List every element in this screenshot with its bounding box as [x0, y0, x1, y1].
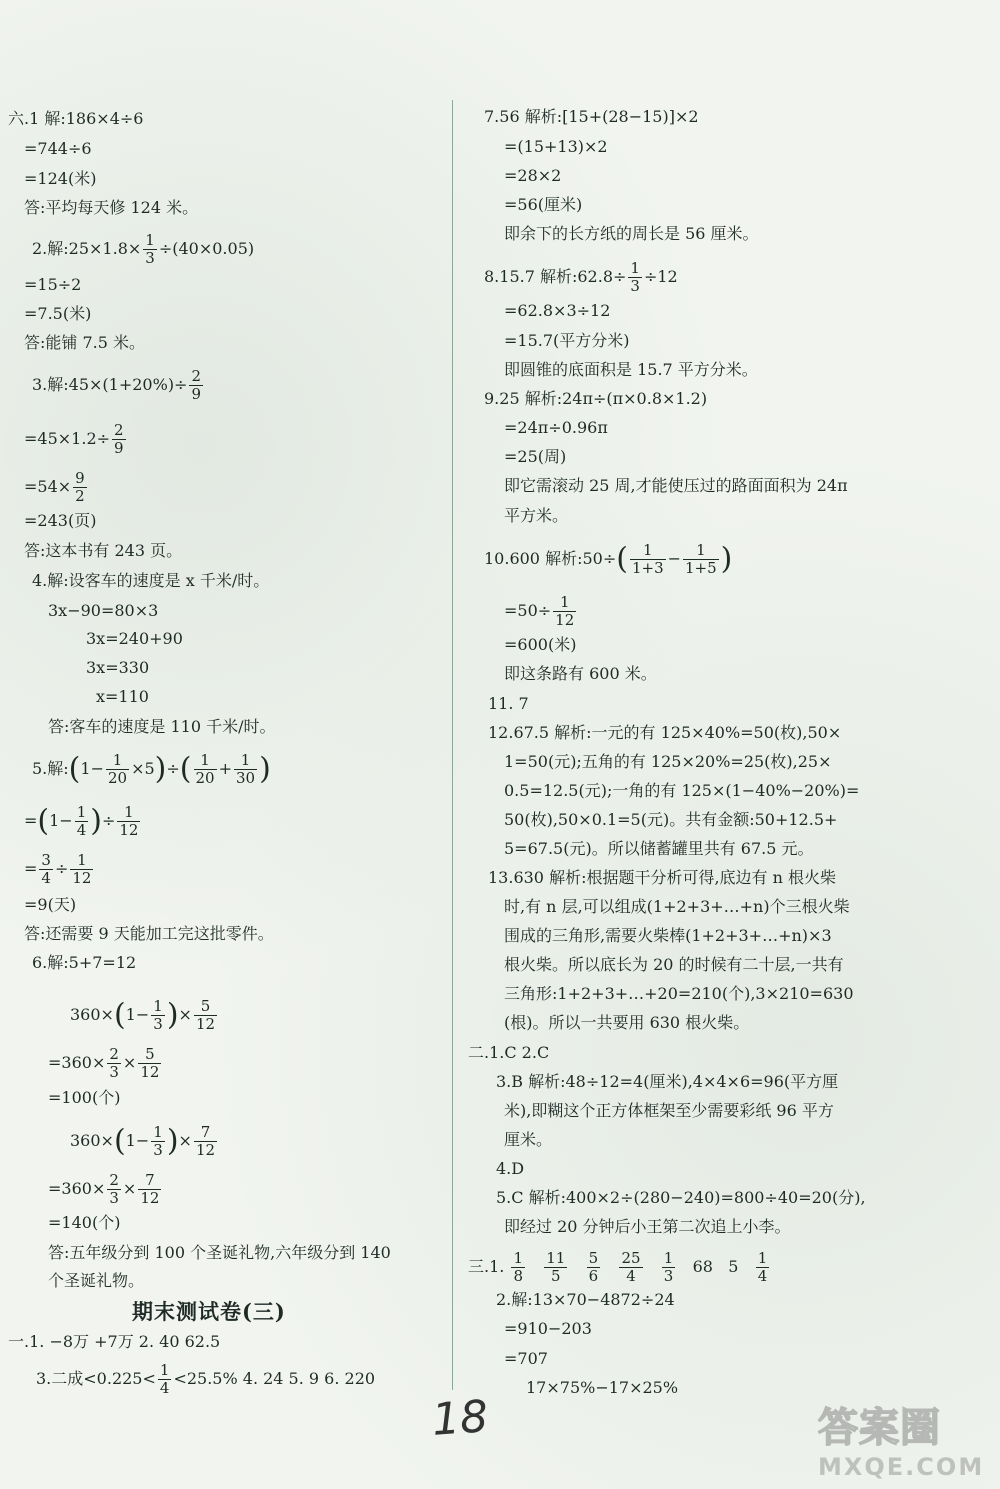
fraction: $\frac{1}{20}$: [107, 751, 128, 787]
fraction: $\frac{1}{20}$: [195, 751, 215, 787]
answer-1-3: 3.二成<0.225< $\frac{1}{4}$ <25.5% 4. 24 5. 9 6. 220: [36, 1361, 376, 1397]
fraction: $\frac{1}{12}$: [119, 803, 139, 839]
step: =140(个): [48, 1213, 121, 1232]
step: =124(米): [24, 169, 97, 188]
step: =9(天): [24, 895, 77, 914]
answer-6-3: [32, 368, 205, 403]
answer-text: 平方米。: [504, 506, 569, 525]
answer-text: 即这条路有 600 米。: [504, 664, 657, 683]
fraction: $\frac{5}{12}$: [195, 997, 216, 1033]
answer-6-6: 6.解:5+7=12: [32, 953, 137, 972]
answer-text: 根火柴。所以底长为 20 的时候有二十层,一共有: [504, 955, 844, 974]
fraction: $\frac{2}{9}$: [191, 367, 202, 403]
step: =100(个): [48, 1088, 121, 1107]
answer-6-5: 5.解:(1− $\frac{1}{20}$ ×5)÷( $\frac{1}{20}$ + $\frac{1}{30}$ ): [32, 751, 271, 787]
answer-text: 厘米。: [504, 1130, 553, 1149]
answer-text: 围成的三角形,需要火柴棒(1+2+3+…+n)×3: [504, 926, 832, 945]
fraction: $\frac{1}{3}$: [153, 1123, 163, 1159]
answer-text: 答:客车的速度是 110 千米/时。: [48, 717, 276, 736]
answer-text: 即经过 20 分钟后小王第二次追上小李。: [504, 1217, 791, 1236]
step: =56(厘米): [504, 195, 583, 214]
step: =62.8×3÷12: [504, 301, 611, 320]
step: =(1− $\frac{1}{4}$ )÷ $\frac{1}{12}$: [24, 803, 139, 839]
answer-text: 答:还需要 9 天能加工完这批零件。: [24, 924, 274, 943]
answer-text: 即余下的长方纸的周长是 56 厘米。: [504, 224, 759, 243]
answer-2-5: 5.C 解析:400×2÷(280−240)=800÷40=20(分),: [496, 1188, 866, 1207]
expr-text: ÷(40×0.05): [158, 239, 255, 258]
answer-text: 答:这本书有 243 页。: [24, 541, 183, 560]
fraction: $\frac{7}{12}$: [140, 1171, 160, 1207]
answer-text: 50(枚),50×0.1=5(元)。共有金额:50+12.5+: [504, 810, 838, 829]
fraction: $\frac{9}{2}$: [75, 469, 85, 505]
step: 360×(1− $\frac{1}{3}$ )× $\frac{5}{12}$: [70, 997, 216, 1033]
step: =360× $\frac{2}{3}$ × $\frac{7}{12}$: [48, 1171, 160, 1207]
fraction: $\frac{2}{9}$: [114, 421, 124, 457]
step: x=110: [96, 687, 149, 706]
step: =7.5(米): [24, 304, 92, 323]
answer-8: 8.15.7 解析:62.8÷ $\frac{1}{3}$ ÷12: [484, 259, 678, 295]
watermark-logo: 答案圈: [818, 1405, 941, 1451]
expr-text: 2.解:25×1.8×: [32, 239, 142, 258]
answer-2-4: 4.D: [496, 1159, 525, 1178]
fraction: $\frac{1}{4}$: [76, 803, 87, 839]
answer-10: 10.600 解析:50÷( $\frac{1}{1+3}$ − $\frac{1}{1+5}$ ): [484, 541, 733, 577]
step: 3x−90=80×3: [48, 601, 159, 620]
fraction: $\frac{11}{5}$: [546, 1249, 566, 1285]
step: 360×(1− $\frac{1}{3}$ )× $\frac{7}{12}$: [70, 1123, 216, 1159]
step: =600(米): [504, 635, 577, 654]
answer-text: 个圣诞礼物。: [48, 1271, 145, 1290]
fraction: $\frac{5}{12}$: [140, 1045, 160, 1081]
step: =243(页): [24, 511, 97, 530]
step: [24, 470, 89, 505]
fraction: $\frac{2}{3}$: [109, 1045, 119, 1081]
step: = $\frac{3}{4}$ ÷ $\frac{1}{12}$: [24, 851, 92, 887]
fraction: $\frac{5}{6}$: [588, 1249, 599, 1285]
fraction: $\frac{1}{12}$: [72, 851, 92, 887]
answer-3-2: 2.解:13×70−4872÷24: [496, 1290, 675, 1309]
fraction: $\frac{1}{12}$: [555, 593, 575, 629]
step: =707: [504, 1349, 548, 1368]
answer-text: 答:能铺 7.5 米。: [24, 333, 146, 352]
step: =360× $\frac{2}{3}$ × $\frac{5}{12}$: [48, 1045, 160, 1081]
step: 3x=330: [86, 658, 150, 677]
step: =24π÷0.96π: [504, 418, 608, 437]
answer-text: 1=50(元);五角的有 125×20%=25(枚),25×: [504, 752, 832, 771]
answer-2: 二.1.C 2.C: [468, 1043, 550, 1062]
answer-text: 时,有 n 层,可以组成(1+2+3+…+n)个三根火柴: [504, 897, 850, 916]
step: 3x=240+90: [86, 629, 183, 648]
watermark-url: MXQE.COM: [818, 1453, 985, 1481]
answer-text: 米),即糊这个正方体框架至少需要彩纸 96 平方: [504, 1101, 834, 1120]
answer-6-1: 六.1 解:186×4÷6: [8, 109, 144, 128]
fraction: $\frac{1}{3}$: [630, 259, 640, 295]
step: =15÷2: [24, 275, 82, 294]
step: =50÷ $\frac{1}{12}$: [504, 593, 575, 629]
fraction: $\frac{1}{8}$: [513, 1249, 523, 1285]
answer-text: 即它需滚动 25 周,才能使压过的路面面积为 24π: [504, 476, 848, 495]
answer-1: 一.1. −8万 +7万 2. 40 62.5: [8, 1332, 221, 1351]
answer-13: 13.630 解析:根据题干分析可得,底边有 n 根火柴: [488, 868, 837, 887]
answer-11: 11. 7: [488, 694, 529, 713]
fraction: $\frac{1}{3}$: [145, 231, 155, 267]
fraction: $\frac{1}{1+5}$: [685, 541, 717, 577]
answer-text: 5=67.5(元)。所以储蓄罐里共有 67.5 元。: [504, 839, 814, 858]
step: [24, 422, 128, 457]
fraction: $\frac{2}{3}$: [109, 1171, 119, 1207]
answer-7: 7.56 解析:[15+(28−15)]×2: [484, 107, 699, 126]
answer-6-4: 4.解:设客车的速度是 x 千米/时。: [32, 571, 270, 590]
answer-text: 答:五年级分到 100 个圣诞礼物,六年级分到 140: [48, 1243, 391, 1262]
fraction: $\frac{1}{30}$: [236, 751, 256, 787]
step: 17×75%−17×25%: [526, 1378, 679, 1397]
step: =15.7(平方分米): [504, 331, 630, 350]
expr-text: 3.解:45×(1+20%)÷: [32, 375, 188, 394]
watermark: [818, 1396, 990, 1481]
expr-text: =54×: [24, 477, 72, 496]
answer-6-2: [32, 232, 254, 267]
answer-text: 三角形:1+2+3+…+20=210(个),3×210=630: [504, 984, 854, 1003]
answer-12: 12.67.5 解析:一元的有 125×40%=50(枚),50×: [488, 723, 842, 742]
handwritten-page-number: 18: [430, 1391, 490, 1446]
section-title: 期末测试卷(三): [132, 1299, 286, 1324]
fraction: $\frac{1}{3}$: [663, 1249, 674, 1285]
answer-3-1: 三.1. $\frac{1}{8}$ $\frac{11}{5}$ $\frac{5}{6}$ $\frac{25}{4}$ $\frac{1}{3}$ 68 5 $\frac{1}{4}$: [468, 1249, 768, 1285]
fraction: $\frac{25}{4}$: [621, 1249, 641, 1285]
step: =(15+13)×2: [504, 137, 608, 156]
answer-text: 答:平均每天修 124 米。: [24, 198, 199, 217]
step: =28×2: [504, 166, 562, 185]
column-divider: [452, 100, 453, 1390]
fraction: $\frac{1}{4}$: [757, 1249, 768, 1285]
answer-text: 即圆锥的底面积是 15.7 平方分米。: [504, 360, 758, 379]
fraction: $\frac{1}{3}$: [153, 997, 163, 1033]
step: =25(周): [504, 447, 567, 466]
fraction: $\frac{7}{12}$: [195, 1123, 216, 1159]
answer-text: 0.5=12.5(元);一角的有 125×(1−40%−20%)=: [504, 781, 860, 800]
step: =910−203: [504, 1319, 592, 1338]
fraction: $\frac{3}{4}$: [41, 851, 51, 887]
answer-2-3: 3.B 解析:48÷12=4(厘米),4×4×6=96(平方厘: [496, 1072, 839, 1091]
step: =744÷6: [24, 139, 92, 158]
fraction: $\frac{1}{4}$: [159, 1361, 170, 1397]
answer-text: (根)。所以一共要用 630 根火柴。: [504, 1013, 750, 1032]
expr-text: 5.解:: [32, 759, 69, 778]
expr-text: =45×1.2÷: [24, 429, 111, 448]
answer-9: 9.25 解析:24π÷(π×0.8×1.2): [484, 389, 708, 408]
fraction: $\frac{1}{1+3}$: [631, 541, 664, 577]
